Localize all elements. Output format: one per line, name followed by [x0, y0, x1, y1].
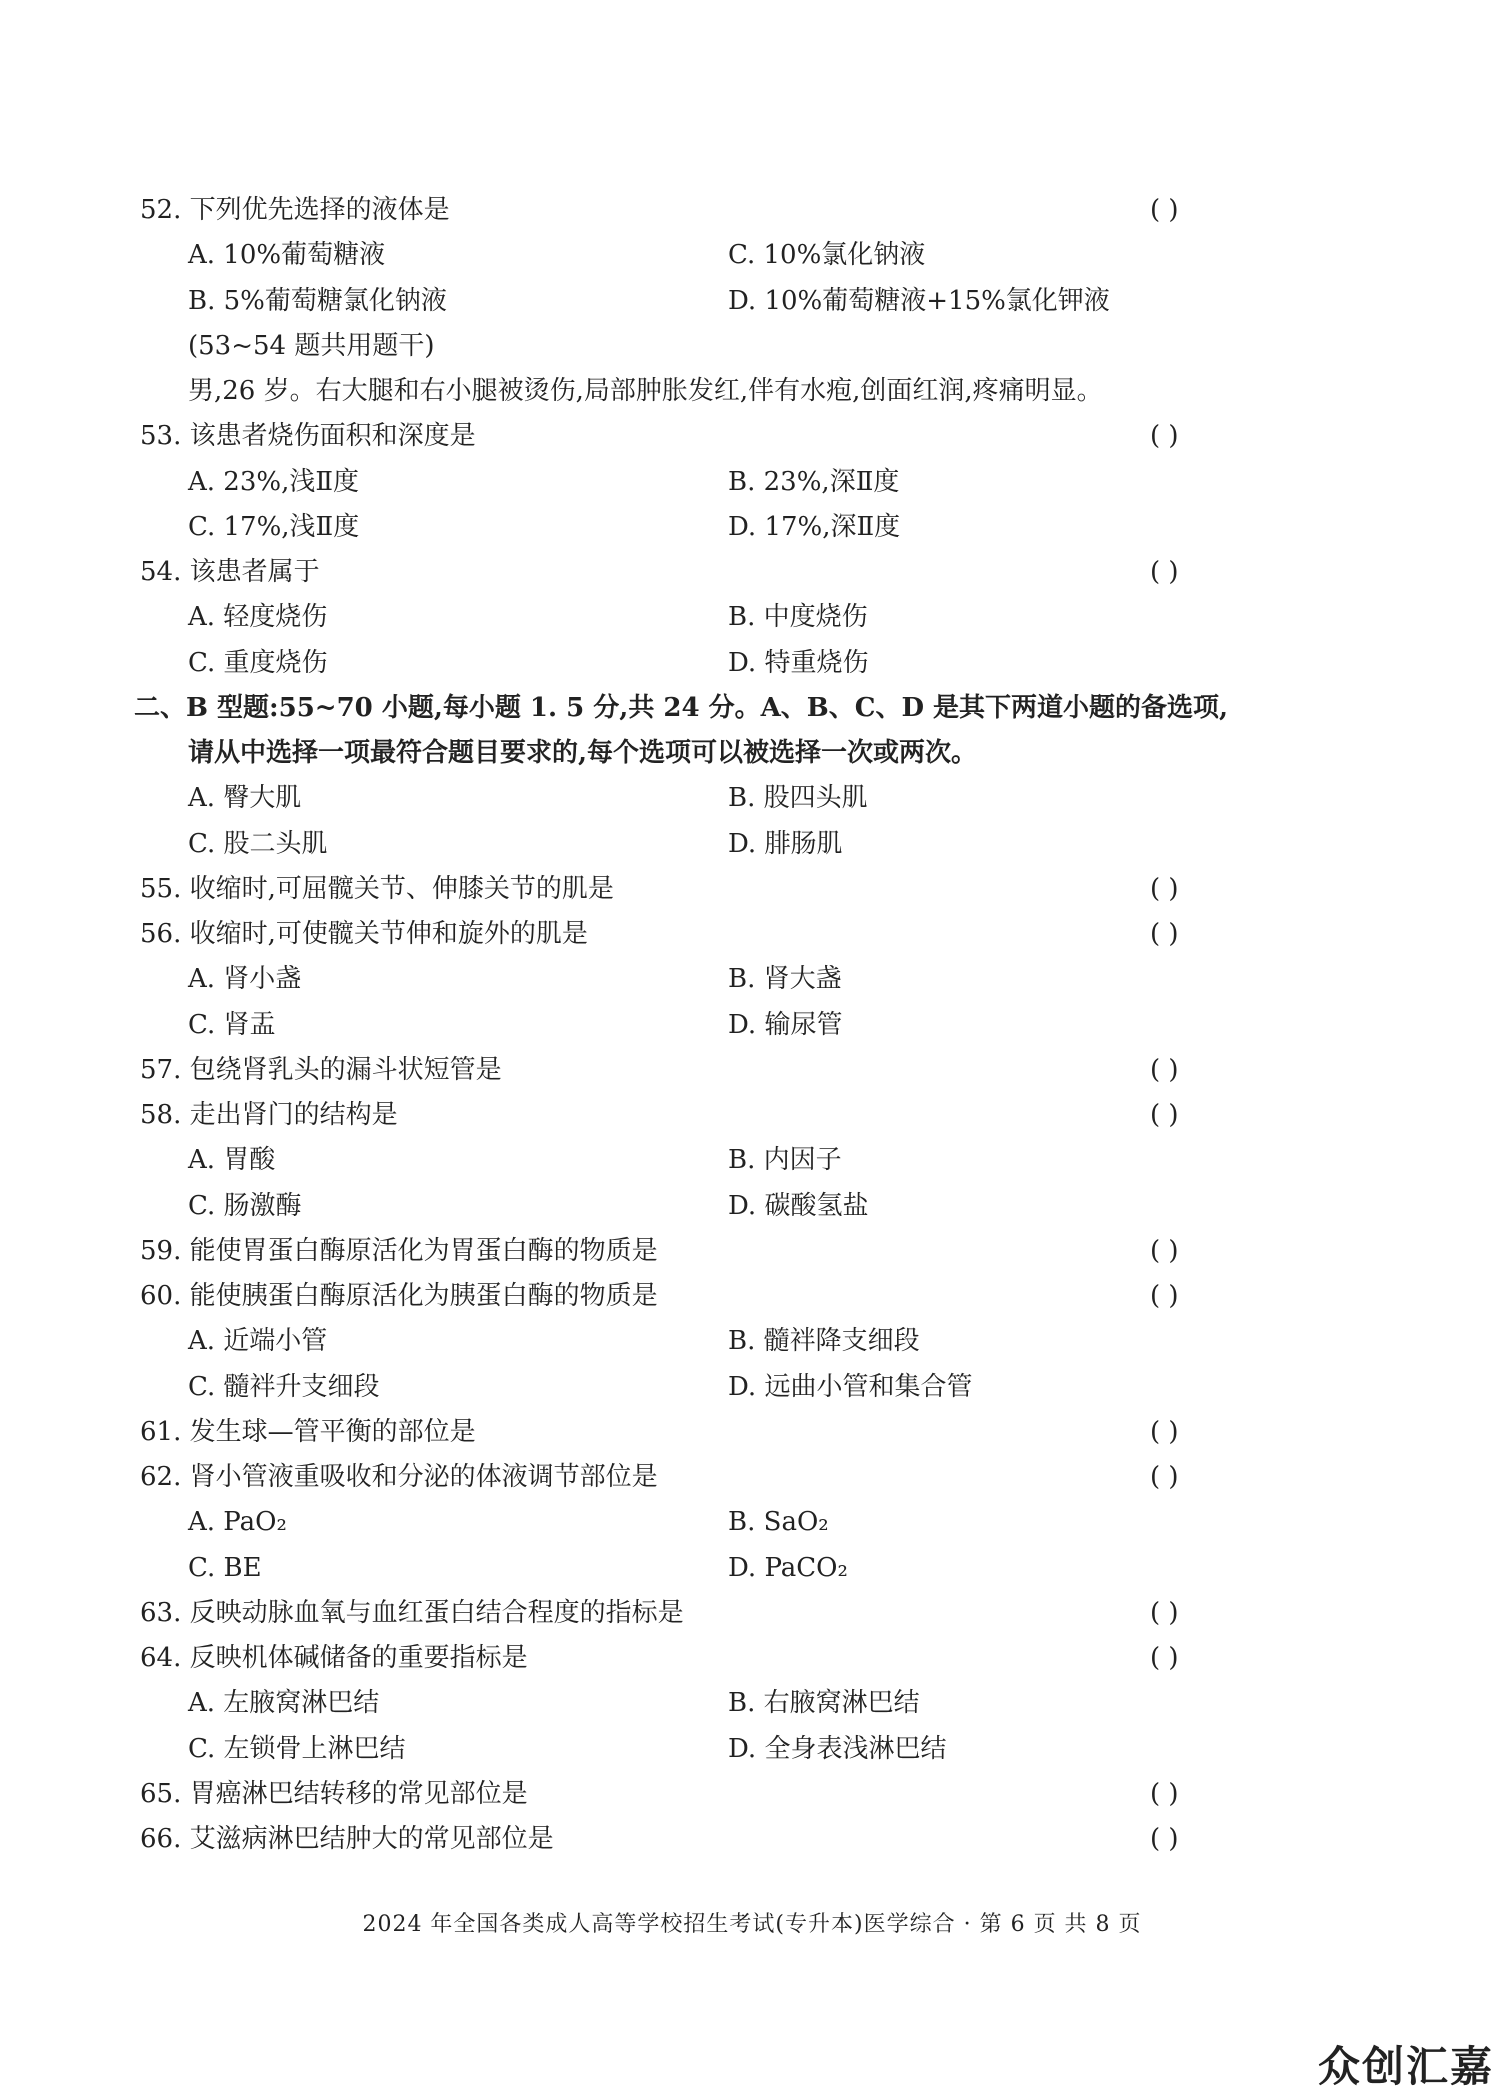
- options-row: [188, 595, 1288, 639]
- question-line: [140, 1093, 1240, 1137]
- answer-blank[interactable]: ( ): [1150, 421, 1179, 451]
- question-line: [140, 912, 1240, 956]
- options-row: [188, 957, 1288, 1001]
- options-row: [188, 1003, 1288, 1047]
- option-right: B. 肾大盏: [728, 964, 842, 994]
- question-text: 65. 胃癌淋巴结转移的常见部位是: [140, 1779, 528, 1809]
- answer-blank[interactable]: ( ): [1150, 1100, 1179, 1130]
- answer-blank[interactable]: ( ): [1150, 919, 1179, 949]
- option-left: A. 胃酸: [188, 1145, 276, 1175]
- option-right: D. 17%,深Ⅱ度: [728, 512, 901, 542]
- options-row: [188, 233, 1288, 277]
- question-text: 59. 能使胃蛋白酶原活化为胃蛋白酶的物质是: [140, 1236, 658, 1266]
- option-right: B. 中度烧伤: [728, 602, 868, 632]
- answer-blank[interactable]: ( ): [1150, 1462, 1179, 1492]
- case-stem: 男,26 岁。右大腿和右小腿被烫伤,局部肿胀发红,伴有水疱,创面红润,疼痛明显。: [188, 376, 1103, 406]
- option-left: A. 肾小盏: [188, 964, 302, 994]
- option-right: B. 股四头肌: [728, 783, 868, 813]
- question-line: [140, 1274, 1240, 1318]
- question-line: [140, 1772, 1240, 1816]
- option-left: A. 23%,浅Ⅱ度: [188, 467, 360, 497]
- option-right: D. 输尿管: [728, 1010, 843, 1040]
- question-text: 57. 包绕肾乳头的漏斗状短管是: [140, 1055, 502, 1085]
- options-row: [188, 1184, 1288, 1228]
- option-left: B. 5%葡萄糖氯化钠液: [188, 286, 447, 316]
- question-text: 63. 反映动脉血氧与血红蛋白结合程度的指标是: [140, 1598, 684, 1628]
- options-row: [188, 460, 1288, 504]
- answer-blank[interactable]: ( ): [1150, 557, 1179, 587]
- option-left: A. PaO₂: [188, 1507, 287, 1537]
- options-row: [188, 505, 1288, 549]
- question-line: [140, 550, 1240, 594]
- question-line: [140, 1410, 1240, 1454]
- answer-blank[interactable]: ( ): [1150, 195, 1179, 225]
- question-text: 64. 反映机体碱储备的重要指标是: [140, 1643, 528, 1673]
- option-right: D. 10%葡萄糖液+15%氯化钾液: [728, 286, 1110, 316]
- section-heading: 二、B 型题:55~70 小题,每小题 1. 5 分,共 24 分。A、B、C、D 是其下两道小题的备选项,: [134, 693, 1229, 723]
- option-right: D. 碳酸氢盐: [728, 1191, 869, 1221]
- question-text: 66. 艾滋病淋巴结肿大的常见部位是: [140, 1824, 554, 1854]
- question-line: [140, 1591, 1240, 1635]
- options-row: [188, 1319, 1288, 1363]
- options-row: [188, 1681, 1288, 1725]
- question-line: [140, 1636, 1240, 1680]
- options-row: [188, 279, 1288, 323]
- question-text: 58. 走出肾门的结构是: [140, 1100, 398, 1130]
- option-left: A. 左腋窝淋巴结: [188, 1688, 380, 1718]
- option-right: B. SaO₂: [728, 1507, 829, 1537]
- answer-blank[interactable]: ( ): [1150, 1281, 1179, 1311]
- answer-blank[interactable]: ( ): [1150, 1779, 1179, 1809]
- section-heading-cont: 请从中选择一项最符合题目要求的,每个选项可以被选择一次或两次。: [188, 738, 978, 768]
- options-row: [188, 776, 1288, 820]
- question-text: 52. 下列优先选择的液体是: [140, 195, 450, 225]
- options-row: [188, 1500, 1288, 1544]
- question-line: [140, 188, 1240, 232]
- option-left: A. 轻度烧伤: [188, 602, 328, 632]
- options-row: [188, 1546, 1288, 1590]
- option-right: C. 10%氯化钠液: [728, 240, 926, 270]
- question-text: 56. 收缩时,可使髋关节伸和旋外的肌是: [140, 919, 588, 949]
- options-row: [188, 1727, 1288, 1771]
- options-row: [188, 1365, 1288, 1409]
- question-line: [140, 1817, 1240, 1861]
- option-right: D. 特重烧伤: [728, 648, 869, 678]
- option-left: A. 臀大肌: [188, 783, 302, 813]
- question-line: [140, 1229, 1240, 1273]
- option-left: C. 左锁骨上淋巴结: [188, 1734, 406, 1764]
- option-right: D. 远曲小管和集合管: [728, 1372, 973, 1402]
- option-left: C. 肠激酶: [188, 1191, 302, 1221]
- option-left: C. 髓袢升支细段: [188, 1372, 380, 1402]
- watermark-logo: 众创汇嘉: [1317, 2042, 1494, 2091]
- option-right: B. 23%,深Ⅱ度: [728, 467, 900, 497]
- shared-stem-note: (53~54 题共用题干): [188, 331, 435, 361]
- options-row: [188, 641, 1288, 685]
- options-row: [188, 1138, 1288, 1182]
- question-line: [140, 414, 1240, 458]
- question-line: [140, 1455, 1240, 1499]
- option-right: B. 内因子: [728, 1145, 842, 1175]
- option-left: A. 10%葡萄糖液: [188, 240, 386, 270]
- option-left: A. 近端小管: [188, 1326, 328, 1356]
- options-row: [188, 822, 1288, 866]
- option-left: C. 重度烧伤: [188, 648, 328, 678]
- question-line: [140, 867, 1240, 911]
- answer-blank[interactable]: ( ): [1150, 1598, 1179, 1628]
- question-text: 61. 发生球—管平衡的部位是: [140, 1417, 476, 1447]
- question-text: 62. 肾小管液重吸收和分泌的体液调节部位是: [140, 1462, 658, 1492]
- question-text: 55. 收缩时,可屈髋关节、伸膝关节的肌是: [140, 874, 614, 904]
- question-line: [140, 1048, 1240, 1092]
- answer-blank[interactable]: ( ): [1150, 1643, 1179, 1673]
- question-text: 60. 能使胰蛋白酶原活化为胰蛋白酶的物质是: [140, 1281, 658, 1311]
- page-footer: 2024 年全国各类成人高等学校招生考试(专升本)医学综合 · 第 6 页 共 8 页: [362, 1912, 1142, 1937]
- answer-blank[interactable]: ( ): [1150, 1236, 1179, 1266]
- option-left: C. 股二头肌: [188, 829, 328, 859]
- answer-blank[interactable]: ( ): [1150, 874, 1179, 904]
- question-text: 53. 该患者烧伤面积和深度是: [140, 421, 476, 451]
- answer-blank[interactable]: ( ): [1150, 1824, 1179, 1854]
- option-right: B. 髓袢降支细段: [728, 1326, 920, 1356]
- option-right: D. 腓肠肌: [728, 829, 843, 859]
- option-right: D. PaCO₂: [728, 1553, 848, 1583]
- option-left: C. BE: [188, 1553, 262, 1583]
- question-text: 54. 该患者属于: [140, 557, 320, 587]
- answer-blank[interactable]: ( ): [1150, 1055, 1179, 1085]
- option-right: D. 全身表浅淋巴结: [728, 1734, 947, 1764]
- option-left: C. 肾盂: [188, 1010, 276, 1040]
- option-right: B. 右腋窝淋巴结: [728, 1688, 920, 1718]
- option-left: C. 17%,浅Ⅱ度: [188, 512, 360, 542]
- answer-blank[interactable]: ( ): [1150, 1417, 1179, 1447]
